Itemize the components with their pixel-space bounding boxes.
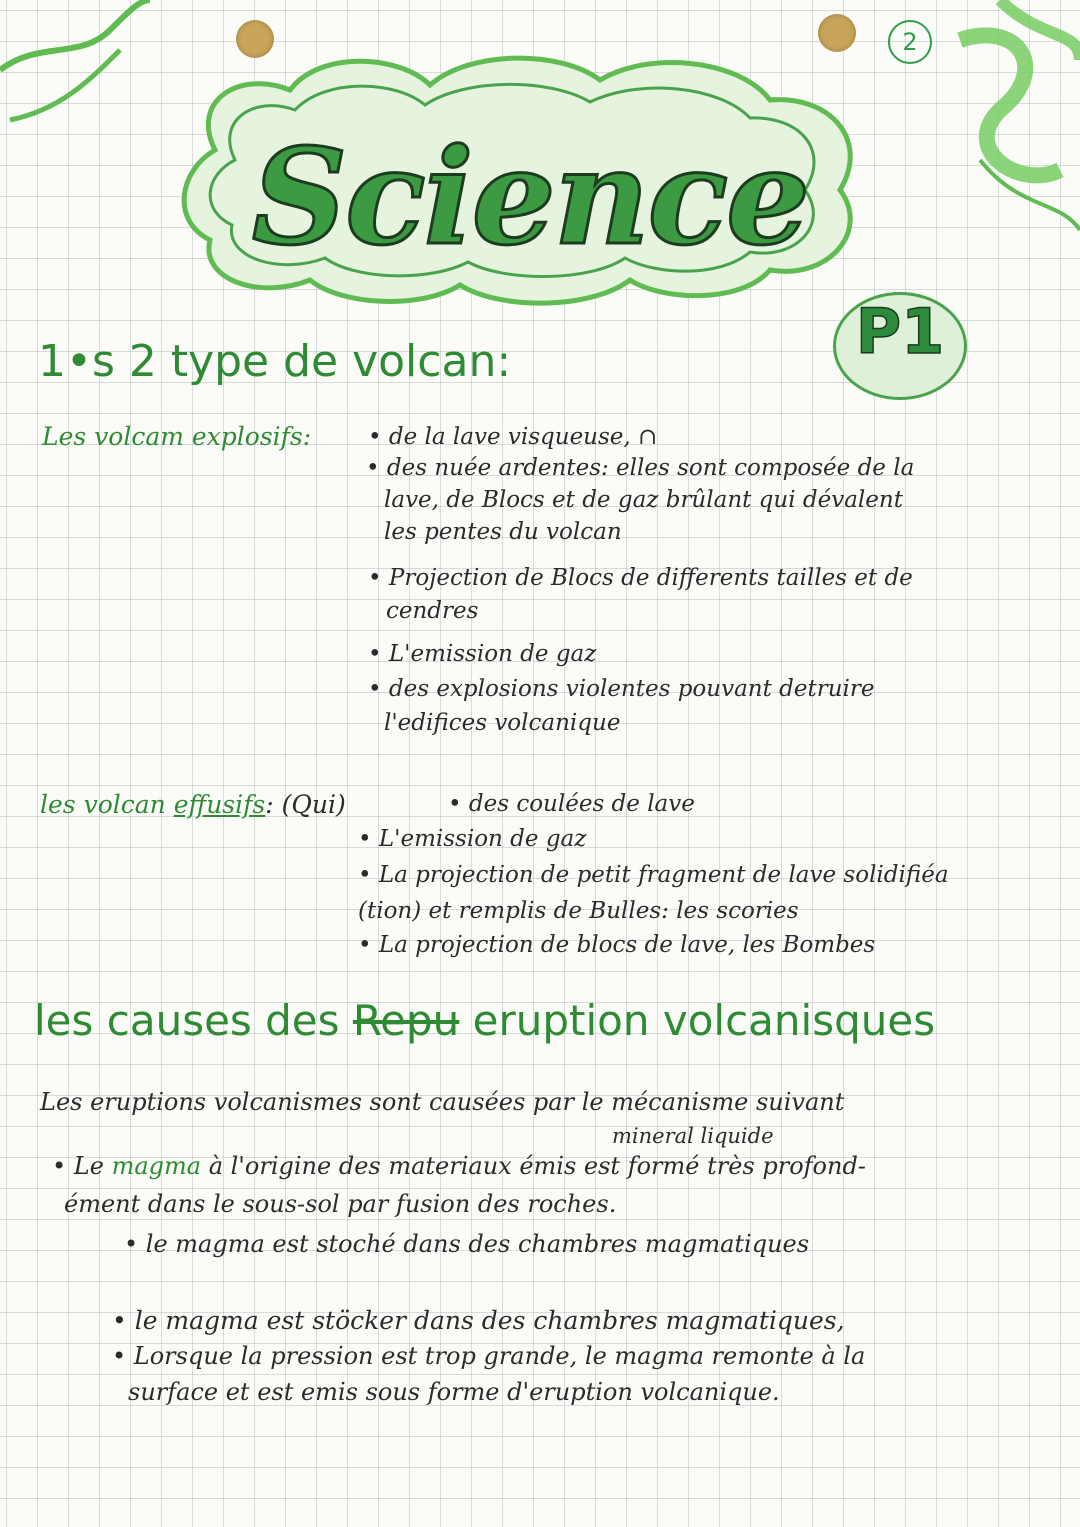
effusive-line-2: • L'emission de gaz (358, 826, 587, 852)
title-block (180, 65, 880, 310)
section-2-intro: Les eruptions volcanismes sont causées par le mécanisme suivant (40, 1088, 845, 1116)
section-2-bullet-2: • le magma est stoché dans des chambres magmatiques (124, 1230, 810, 1258)
explosive-line-9: l'edifices volcanique (384, 710, 621, 736)
section-2-bullet-4-cont: surface et est emis sous forme d'eruption volcanique. (128, 1378, 780, 1406)
section-1-heading: 1•s 2 type de volcan: (38, 336, 512, 387)
explosive-line-2: • des nuée ardentes: elles sont composée de la (366, 455, 915, 481)
section-2-bullet-3: • le magma est stöcker dans des chambres magmatiques, (112, 1306, 845, 1335)
section-2-bullet-1-cont: ément dans le sous-sol par fusion des roches. (64, 1190, 617, 1218)
explosive-line-3: lave, de Blocs et de gaz brûlant qui dévalent (384, 487, 903, 513)
page-title: Science (251, 120, 809, 275)
mineral-liquid-annotation: mineral liquide (612, 1124, 774, 1148)
explosive-line-8: • des explosions violentes pouvant detruire (368, 676, 875, 702)
part-badge: P1 (833, 292, 967, 400)
section-2-bullet-1: • Le magma à l'origine des materiaux émis est formé très profond- (52, 1152, 866, 1180)
explosive-line-7: • L'emission de gaz (368, 641, 597, 667)
effusive-line-5: • La projection de blocs de lave, les Bombes (358, 932, 876, 958)
page-number: 2 (888, 20, 932, 64)
section-2-heading: les causes des Repu eruption volcanisques (34, 996, 936, 1045)
effusive-line-3: • La projection de petit fragment de lave solidifiéa (358, 862, 949, 888)
explosive-line-6: cendres (386, 598, 479, 624)
effusive-line-1: • des coulées de lave (448, 791, 695, 817)
section-2-bullet-4: • Lorsque la pression est trop grande, le magma remonte à la (112, 1342, 866, 1370)
effusive-line-4: (tion) et remplis de Bulles: les scories (358, 898, 799, 924)
effusive-volcano-label: les volcan effusifs: (Qui) (40, 790, 346, 819)
explosive-line-1: • de la lave visqueuse, ∩ (368, 424, 658, 450)
explosive-volcano-label: Les volcam explosifs: (42, 422, 312, 451)
explosive-line-5: • Projection de Blocs de differents tailles et de (368, 565, 913, 591)
explosive-line-4: les pentes du volcan (384, 519, 622, 545)
